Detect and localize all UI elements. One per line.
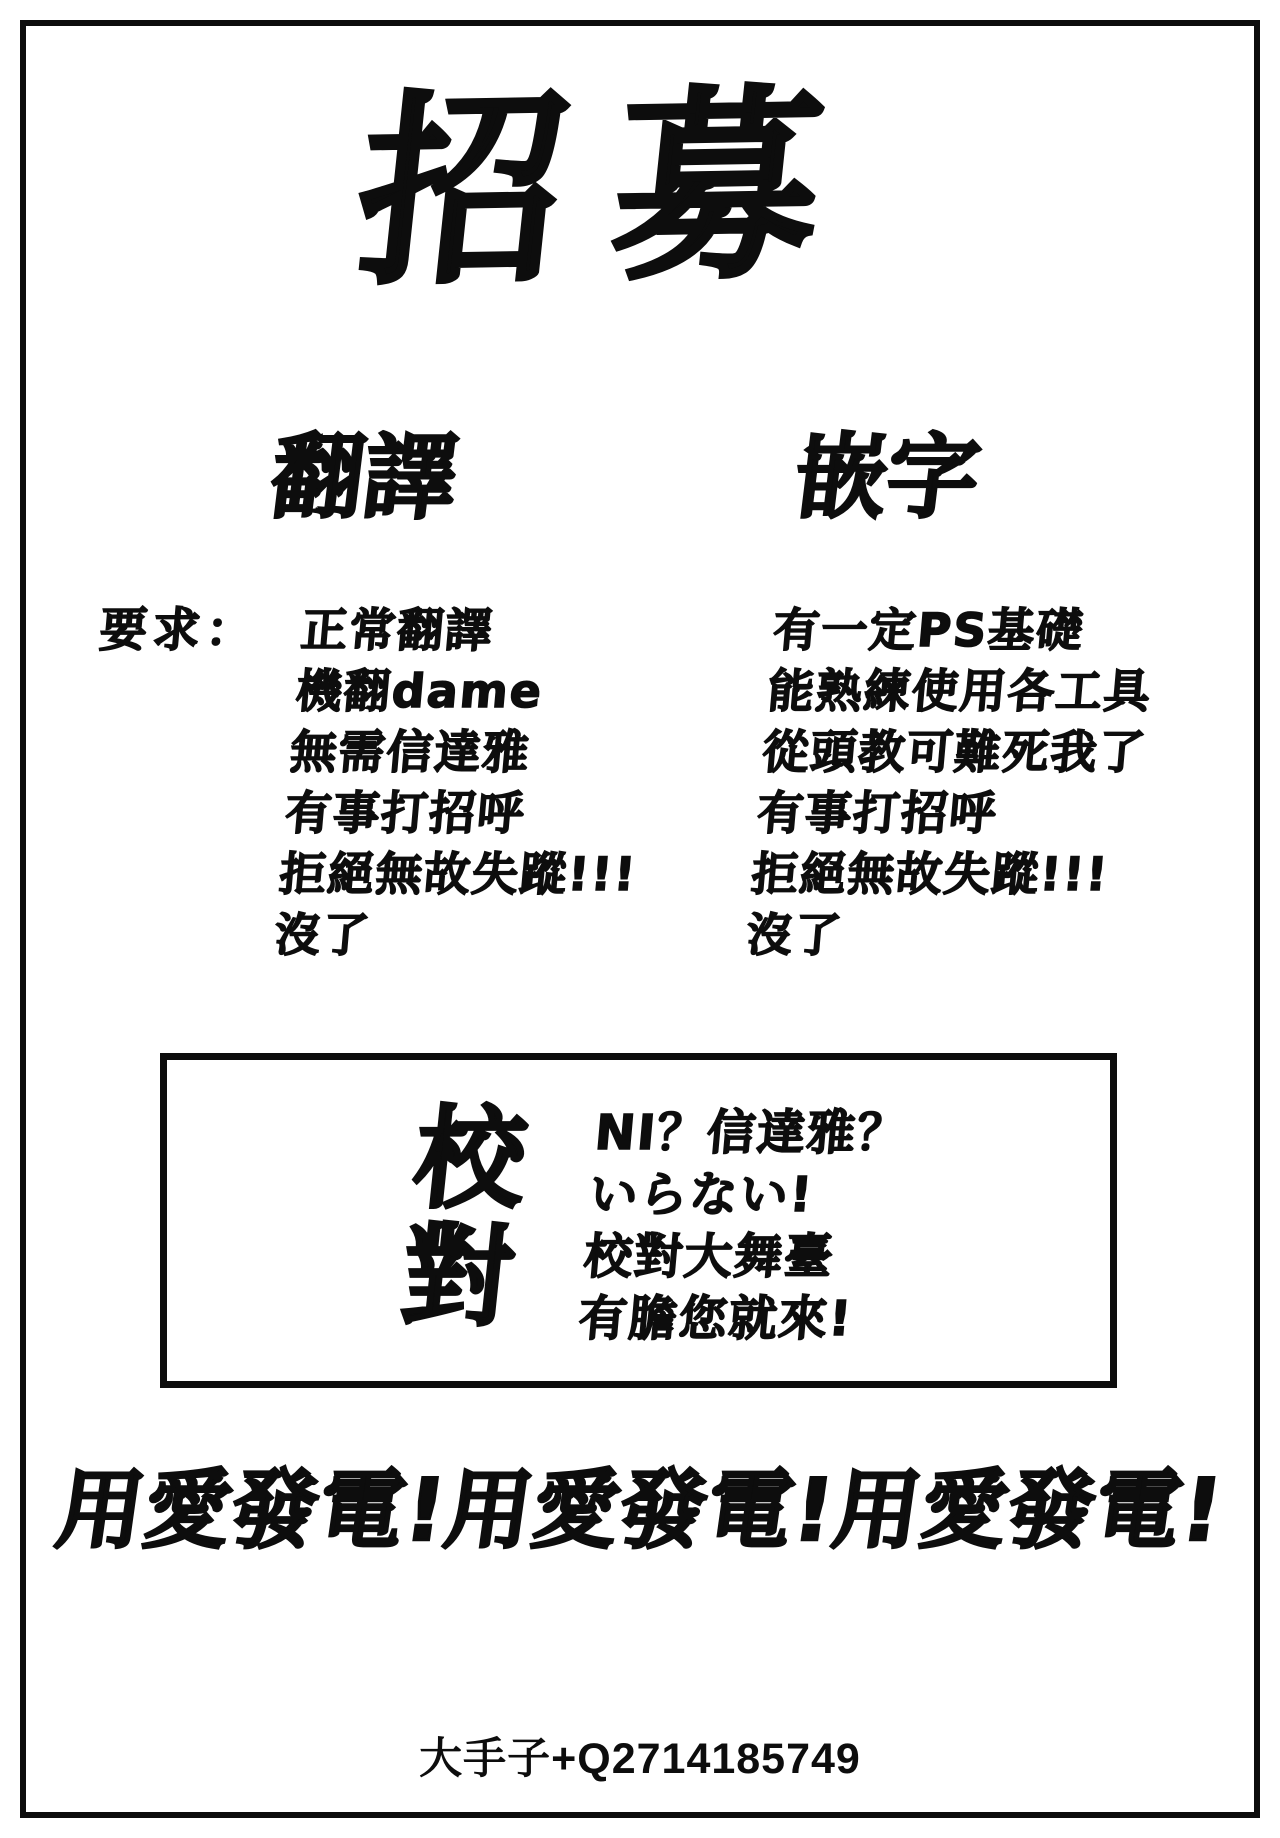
list-item: 拒絕無故失蹤!!! (749, 847, 1112, 901)
list-item: 有事打招呼 (755, 786, 1000, 840)
proofreading-box (160, 1053, 1117, 1388)
contact-footer: 大手子+Q2714185749 (419, 1735, 861, 1783)
proofreading-line: いらない! (587, 1167, 817, 1223)
list-item: 有事打招呼 (283, 786, 528, 840)
list-item: 拒絕無故失蹤!!! (277, 847, 640, 901)
poster-title: 招募 (347, 66, 884, 314)
section-header-typesetting: 嵌字 (788, 424, 986, 531)
list-item: 能熟練使用各工具 (765, 664, 1155, 718)
list-item: 無需信達雅 (288, 725, 534, 779)
list-item: 機翻dame (293, 664, 546, 718)
slogan: 用愛發電!用愛發電!用愛發電! (50, 1461, 1230, 1561)
typesetting-requirements-list (744, 600, 1160, 966)
list-item: 有一定PS基礎 (771, 603, 1087, 657)
list-item: 從頭教可難死我了 (760, 725, 1150, 779)
list-item: 沒了 (744, 908, 846, 962)
proofreading-line: 校對大舞臺 (581, 1229, 837, 1285)
proofreading-text (576, 1102, 910, 1350)
section-header-translation: 翻譯 (265, 424, 463, 531)
proofreading-line: NI？信達雅？ (592, 1105, 910, 1161)
requirements-label: 要求： (97, 603, 262, 658)
proofreading-title: 校對 (396, 1095, 532, 1341)
proofreading-line: 有膽您就來! (576, 1291, 856, 1347)
list-item: 沒了 (272, 908, 374, 962)
translation-requirements-list (272, 600, 661, 966)
list-item: 正常翻譯 (299, 603, 496, 657)
